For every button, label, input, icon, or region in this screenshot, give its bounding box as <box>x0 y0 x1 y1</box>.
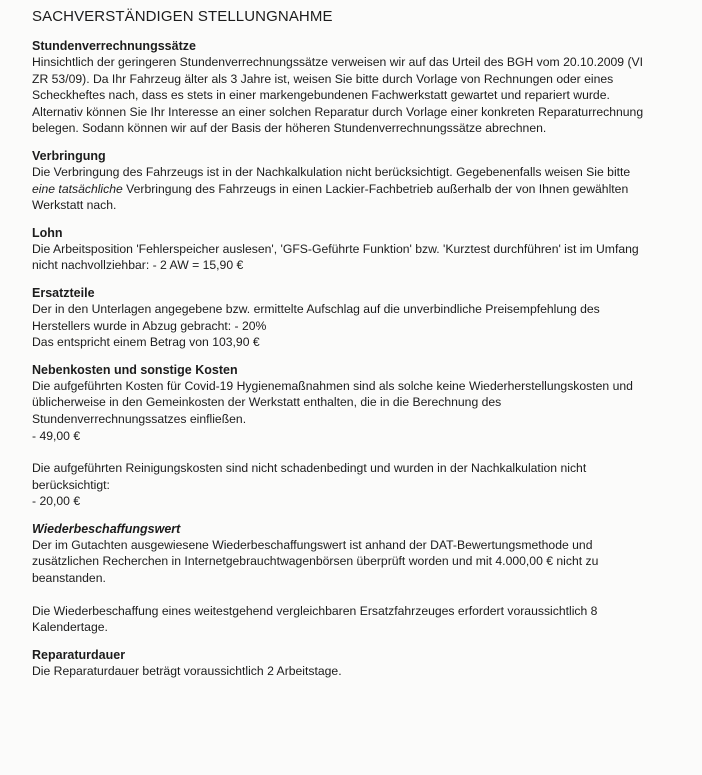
amount-line: - 49,00 € <box>32 428 81 443</box>
text-line: Werkstatt nach. <box>32 198 117 213</box>
section-ersatzteile <box>32 286 692 351</box>
text-line: Die aufgeführten Kosten für Covid-19 Hygienemaßnahmen sind als solche keine Wiederherstellungskosten und <box>32 378 633 393</box>
section-text <box>32 603 692 636</box>
section-wiederbeschaffungswert <box>32 522 692 636</box>
text-line: Scheckheftes nach, dass es stets in einer markengebundenen Fachwerkstatt gewartet und repariert wurde. <box>32 88 610 103</box>
text-line: Hinsichtlich der geringeren Stundenverrechnungssätze verweisen wir auf das Urteil des BGH vom 20.10.2009 (VI <box>32 55 644 69</box>
section-nebenkosten <box>32 363 692 510</box>
text-line: beanstanden. <box>32 571 106 586</box>
section-text <box>32 301 692 351</box>
section-heading: Reparaturdauer <box>32 647 126 662</box>
text-line: Die Verbringung des Fahrzeugs ist in der Nachkalkulation nicht berücksichtigt. Gegebenenfalls weisen Sie bitte <box>32 164 631 179</box>
section-lohn <box>32 226 692 274</box>
section-stundenverrechnungssaetze <box>32 39 692 137</box>
text-line: Alternativ können Sie Ihr Interesse an einer solchen Reparatur durch Vorlage einer konkreten Reparaturrechnung <box>32 104 644 119</box>
text-line: zusätzlichen Recherchen in Internetgebrauchtwagenbörsen überprüft worden und mit 4.000,00 € nicht zu <box>32 554 599 569</box>
document-title: SACHVERSTÄNDIGEN STELLUNGNAHME <box>32 8 333 25</box>
text-line: Die aufgeführten Reinigungskosten sind nicht schadenbedingt und wurden in der Nachkalkulation nicht <box>32 461 587 476</box>
text-fragment: Verbringung des Fahrzeugs in einen Lackier-Fachbetrieb außerhalb der von Ihnen gewählten <box>122 181 629 196</box>
text-line: Herstellers wurde in Abzug gebracht: - 20% <box>32 318 267 333</box>
section-heading: Lohn <box>32 225 63 240</box>
text-line: Die Arbeitsposition 'Fehlerspeicher auslesen', 'GFS-Geführte Funktion' bzw. 'Kurztest durchführen' ist im Umfang <box>32 241 639 256</box>
section-text <box>32 460 692 510</box>
section-reparaturdauer <box>32 648 692 680</box>
text-line: ZR 53/09). Da Ihr Fahrzeug älter als 3 Jahre ist, weisen Sie bitte durch Vorlage von Rechnungen oder eines <box>32 71 614 86</box>
text-line: nicht nachvollziehbar: - 2 AW = 15,90 € <box>32 258 244 273</box>
text-line: Der in den Unterlagen angegebene bzw. ermittelte Aufschlag auf die unverbindliche Preisempfehlung des <box>32 301 600 316</box>
text-line: Stundenverrechnungssatzes einfließen. <box>32 411 247 426</box>
section-text <box>32 663 692 680</box>
text-line: berücksichtigt: <box>32 477 110 492</box>
section-text <box>32 54 692 137</box>
section-text <box>32 537 692 587</box>
section-text <box>32 378 692 444</box>
section-heading: Verbringung <box>32 148 106 163</box>
document-page <box>32 8 692 691</box>
text-line: Die Wiederbeschaffung eines weitestgehend vergleichbaren Ersatzfahrzeuges erfordert voraussichtlich 8 <box>32 603 598 618</box>
section-verbringung <box>32 149 692 214</box>
emphasized-text: eine tatsächliche <box>32 181 123 196</box>
text-line <box>32 181 692 198</box>
section-heading: Wiederbeschaffungswert <box>32 521 181 536</box>
text-line: Kalendertage. <box>32 620 108 635</box>
section-heading: Ersatzteile <box>32 285 95 300</box>
text-line: üblicherweise in den Gemeinkosten der Werkstatt enthalten, die in die Berechnung des <box>32 395 502 410</box>
section-heading: Nebenkosten und sonstige Kosten <box>32 362 238 377</box>
section-text <box>32 241 692 274</box>
text-line: Das entspricht einem Betrag von 103,90 € <box>32 335 260 350</box>
text-line: belegen. Sodann können wir auf der Basis der höheren Stundenverrechnungssätze abrechnen. <box>32 121 547 136</box>
section-text <box>32 164 692 214</box>
text-line: Die Reparaturdauer beträgt voraussichtlich 2 Arbeitstage. <box>32 663 342 678</box>
section-heading: Stundenverrechnungssätze <box>32 39 196 53</box>
amount-line: - 20,00 € <box>32 494 81 509</box>
text-line: Der im Gutachten ausgewiesene Wiederbeschaffungswert ist anhand der DAT-Bewertungsmethode und <box>32 537 593 552</box>
